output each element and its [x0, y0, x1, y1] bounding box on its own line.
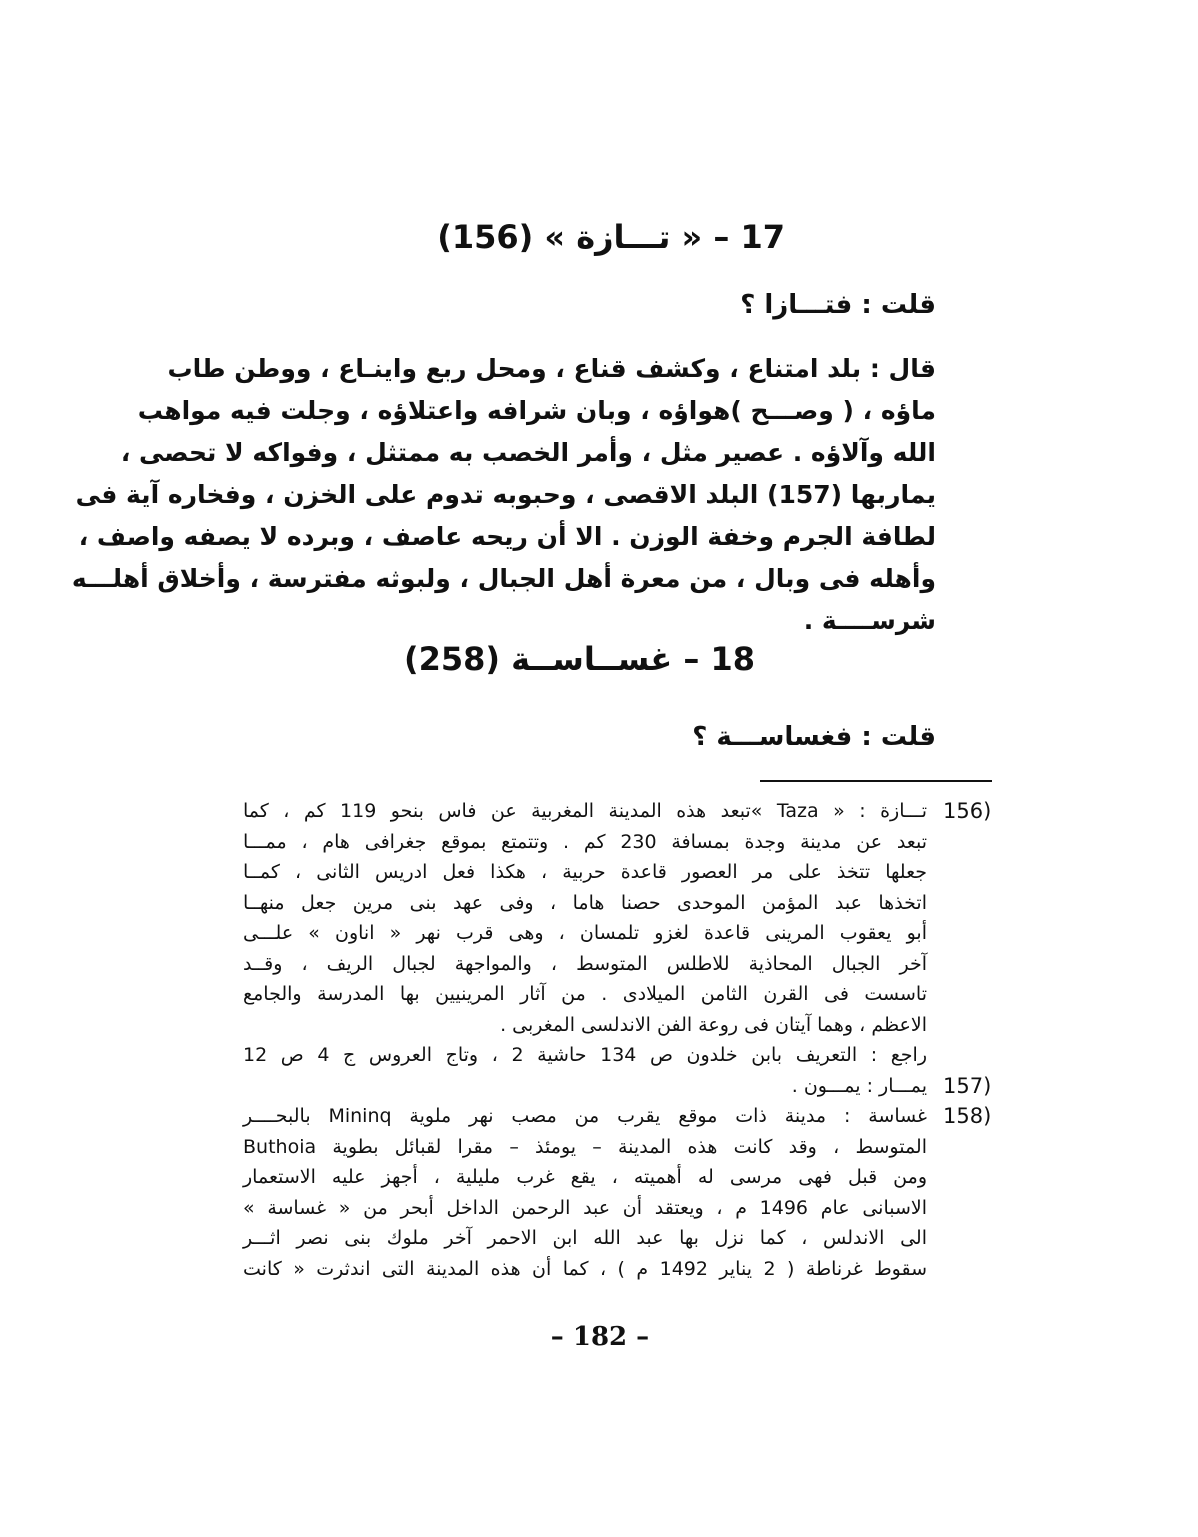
footnote-line: [243, 949, 995, 980]
footnote-line: [243, 1101, 995, 1132]
footnotes: [243, 796, 995, 1284]
footnote-text: تـــازة : « Taza »تبعد هذه المدينة المغربية عن فاس بنحو 119 كم ، كما: [243, 800, 927, 822]
footnote-text: أبو يعقوب المرينى قاعدة لغزو تلمسان ، وهى قرب نهر « اناون » علـــى: [243, 922, 927, 944]
main-paragraph: [71, 348, 936, 642]
footnote-text: آخر الجبال المحاذية للاطلس المتوسط ، والمواجهة لجبال الريف ، وقــد: [243, 952, 927, 975]
paragraph-line: لطافة الجرم وخفة الوزن . الا أن ريحه عاصف ، وبرده لا يصفه واصف ،: [78, 522, 936, 551]
paragraph-line: قال : بلد امتناع ، وكشف قناع ، ومحل ربع واينـاع ، ووطن طاب: [167, 354, 936, 383]
paragraph-line: يماربها (157) البلد الاقصى ، وحبوبه تدوم على الخزن ، وفخاره آية فى: [75, 480, 936, 509]
footnote-line: [243, 1223, 995, 1254]
footnote-line: [243, 796, 995, 827]
footnote-number: 157): [943, 1073, 992, 1098]
question-line-1: قلت : فتـــازا ؟: [740, 290, 936, 320]
footnote-text: اتخذها عبد المؤمن الموحدى حصنا هاما ، وفى عهد بنى مرين جعل منهــا: [243, 891, 927, 914]
footnote-text: ومن قبل فهى مرسى له أهميته ، يقع غرب مليلية ، أجهز عليه الاستعمار: [243, 1166, 927, 1188]
footnote-text: سقوط غرناطة ( 2 يناير 1492 م ) ، كما أن هذه المدينة التى اندثرت « كانت: [243, 1257, 927, 1280]
page-number: – 182 –: [550, 1322, 650, 1352]
footnote-text: راجع : التعريف بابن خلدون ص 134 حاشية 2 ، وتاج العروس ج 4 ص 12: [243, 1044, 928, 1066]
footnote-number: 158): [943, 1104, 992, 1128]
footnote-line: [243, 1010, 995, 1041]
paragraph-line: وأهله فى وبال ، من معرة أهل الجبال ، ولبوثه مفترسة ، وأخلاق أهلـــه: [71, 564, 936, 593]
footnote-text: غساسة : مدينة ذات موقع يقرب من مصب نهر ملوية Mininq بالبحــــر: [243, 1105, 927, 1127]
footnote-line: [243, 1193, 995, 1224]
paragraph-line: الله وآلاؤه . عصير مثل ، وأمر الخصب به ممتثل ، وفواكه لا تحصى ،: [120, 438, 936, 467]
footnote-text: الاسبانى عام 1496 م ، ويعتقد أن عبد الرحمن الداخل أبحر من « غساسة »: [243, 1196, 927, 1219]
footnote-text: المتوسط ، وقد كانت هذه المدينة – يومئذ – مقرا لقبائل بطوية Buthoia: [243, 1135, 927, 1158]
section-heading-18: 18 – غســاســة (258): [403, 640, 755, 678]
footnote-line: [243, 888, 995, 919]
footnote-text: يمـــار : يمـــون .: [791, 1074, 927, 1097]
footnote-line: [243, 1254, 995, 1285]
footnote-line: [243, 979, 995, 1010]
footnote-text: الاعظم ، وهما آيتان فى روعة الفن الاندلسى المغربى .: [500, 1013, 927, 1036]
question-line-2: قلت : فغساســـة ؟: [692, 722, 936, 752]
paragraph-line: ماؤه ، ( وصـــح )هواؤه ، وبان شرافه واعتلاؤه ، وجلت فيه مواهب: [137, 396, 936, 425]
footnote-line: [243, 1071, 995, 1102]
paragraph-line: شرســــة .: [803, 606, 936, 635]
footnote-text: تبعد عن مدينة وجدة بمسافة 230 كم . وتتمتع بموقع جغرافى هام ، ممـــا: [243, 830, 927, 853]
footnote-line: [243, 857, 995, 888]
footnote-line: [243, 1040, 995, 1071]
footnote-text: الى الاندلس ، كما نزل بها عبد الله ابن الاحمر آخر ملوك بنى نصر اثـــر: [243, 1227, 927, 1249]
footnote-text: جعلها تتخذ على مر العصور قاعدة حربية ، هكذا فعل ادريس الثانى ، كمــا: [243, 861, 927, 883]
footnote-line: [243, 918, 995, 949]
footnote-text: تاسست فى القرن الثامن الميلادى . من آثار المرينيين بها المدرسة والجامع: [243, 983, 927, 1005]
footnote-line: [243, 1132, 995, 1163]
footnote-line: [243, 827, 995, 858]
footnote-line: [243, 1162, 995, 1193]
section-heading-17: 17 – « تـــازة » (156): [437, 218, 785, 256]
footnote-number: 156): [943, 799, 992, 823]
footnote-separator: [760, 780, 992, 782]
